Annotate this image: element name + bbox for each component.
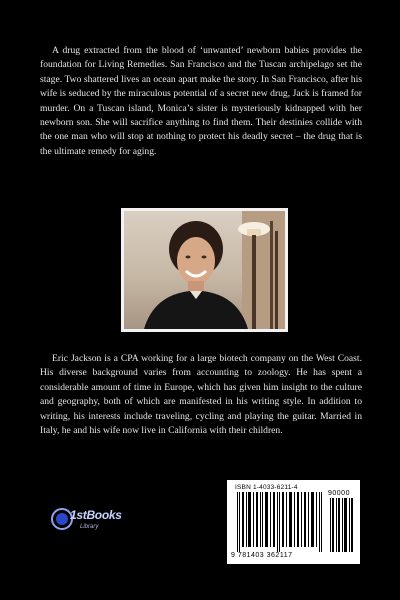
author-photo-frame <box>121 208 288 332</box>
ean-barcode <box>235 492 325 552</box>
publisher-sub: Library <box>80 524 99 530</box>
publisher-logo <box>50 502 122 538</box>
price-barcode <box>329 498 355 552</box>
ean-digits: 9 781403 362117 <box>231 552 293 559</box>
publisher-name: 1stBooks <box>70 508 122 522</box>
isbn-number: ISBN 1-4033-6211-4 <box>235 484 298 491</box>
back-cover-blurb: A drug extracted from the blood of ‘unwanted’ newborn babies provides the foundation for Living Remedies. San Francisco and the Tuscan archipelago set the stage. Two shattered lives an ocean apart make the story. In San Francisco, after his wife is seduced by the miraculous potential of a secret new drug, Jack is framed for murder. On a Tuscan island, Monica’s sister is mysteriously kidnapped with her newborn son. She will sacrifice anything to find them. Their destinies collide with the one man who will stop at nothing to protect his deadly secret – the drug that is the ultimate remedy for aging. <box>40 45 362 157</box>
author-photo <box>124 211 285 329</box>
barcode-box <box>227 480 360 564</box>
price-code: 90000 <box>328 490 350 497</box>
author-bio: Eric Jackson is a CPA working for a large biotech company on the West Coast. His diverse background varies from accounting to zoology. He has spent a considerable amount of time in Europe, which has given him insight to the culture and geography, both of which are manifested in his writing style. In addition to writing, his interests include traveling, cycling and playing the guitar. Married in Italy, he and his wife now live in California with their children. <box>40 353 362 437</box>
